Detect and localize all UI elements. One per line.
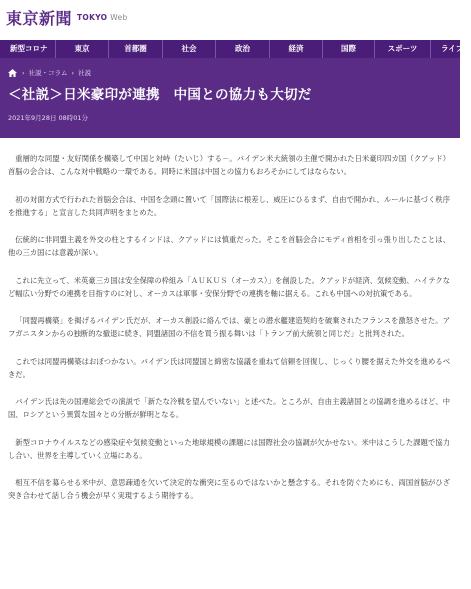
article-body xyxy=(0,152,460,517)
nav-item-international[interactable]: 国際 xyxy=(323,40,375,58)
breadcrumb-item-editorial[interactable]: 社説 xyxy=(78,69,92,77)
article-paragraph: 新型コロナウイルスなどの感染症や気候変動といった地球規模の課題には国際社会の協調が欠かせない。米中はこうした課題で協力し合い、世界を主導していく立場にある。 xyxy=(8,437,450,460)
breadcrumb xyxy=(8,68,452,77)
breadcrumb-item-editorial-column[interactable]: 社説・コラム xyxy=(28,69,68,77)
publish-date: 2021年9月28日 08時01分 xyxy=(8,114,89,122)
nav-item-sports[interactable]: スポーツ xyxy=(375,40,431,58)
site-logo-en[interactable] xyxy=(77,13,128,22)
site-header xyxy=(0,0,460,34)
logo-web-text: Web xyxy=(110,12,128,22)
logo-en-text: TOKYO xyxy=(77,12,108,22)
home-icon[interactable] xyxy=(8,69,17,77)
article-paragraph: これでは同盟再構築はおぼつかない。バイデン氏は同盟国と綿密な協議を重ねて信頼を回復し、じっくり腰を据えた外交を進めるべきだ。 xyxy=(8,356,450,379)
nav-item-corona[interactable]: 新型コロナ xyxy=(0,40,56,58)
chevron-right-icon: › xyxy=(71,68,75,77)
page-title: ＜社説＞日米豪印が連携 中国との協力も大切だ xyxy=(8,87,312,103)
article-paragraph: これに先立って、米英豪三カ国は安全保障の枠組み「ＡＵＫＵＳ（オーカス）」を創設した。クアッドが経済、気候変動、ハイテクなど幅広い分野での連携を目指すのに対し、オーカスは軍事・安保分野での連携を軸に据える。これも中国への対抗策である。 xyxy=(8,275,450,298)
main-nav xyxy=(0,40,464,58)
article-paragraph: 相互不信を募らせる米中が、意思疎通を欠いて決定的な衝突に至るのではないかと懸念する。それを防ぐためにも、両国首脳がひざ突き合わせて話し合う機会が早く実現するよう期待する。 xyxy=(8,478,450,500)
article-paragraph: バイデン氏は先の国連総会での演説で「新たな冷戦を望んでいない」と述べた。ところが、自由主義諸国との協調を進めるほど、中国、ロシアという異質な国々との分断が鮮明となる。 xyxy=(8,397,450,419)
nav-item-tokyo[interactable]: 東京 xyxy=(56,40,109,58)
chevron-right-icon: › xyxy=(22,68,25,77)
nav-item-shutoken[interactable]: 首都圏 xyxy=(109,40,163,58)
nav-item-society[interactable]: 社会 xyxy=(163,40,216,58)
article-paragraph: 初の対面方式で行われた首脳会合は、中国を念頭に置いて「国際法に根差し、威圧にひるまず、自由で開かれ、ルールに基づく秩序を推進する」と宣言した共同声明をまとめた。 xyxy=(8,194,450,217)
nav-item-economy[interactable]: 経済 xyxy=(270,40,323,58)
article-paragraph: 伝統的に非同盟主義を外交の柱とするインドは、クアッドには慎重だった。そこを首脳会合にモディ首相を引っ張り出したことは、他の三カ国には意義が深い。 xyxy=(8,235,450,257)
article-paragraph: 「同盟再構築」を掲げるバイデン氏だが、オーカス創設に絡んでは、豪との潜水艦建造契約を破棄されたフランスを激怒させた。アフガニスタンからの独断的な撤退に続き、同盟諸国の不信を買う振る舞いは「トランプ前大統領と同じだ」と批判された。 xyxy=(8,316,450,338)
article-header xyxy=(0,58,460,138)
article-paragraph: 重層的な同盟・友好関係を構築して中国と対峙（たいじ）する－。バイデン米大統領の主催で開かれた日米豪印四カ国（クアッド）首脳の会合は、こんな対中戦略の一環である。同時に米国は中国との協力もおろそかにしてはならない。 xyxy=(8,154,450,176)
site-logo[interactable]: 東京新聞 xyxy=(6,8,73,28)
nav-item-politics[interactable]: 政治 xyxy=(216,40,270,58)
nav-item-life[interactable]: ライフ xyxy=(441,44,464,53)
